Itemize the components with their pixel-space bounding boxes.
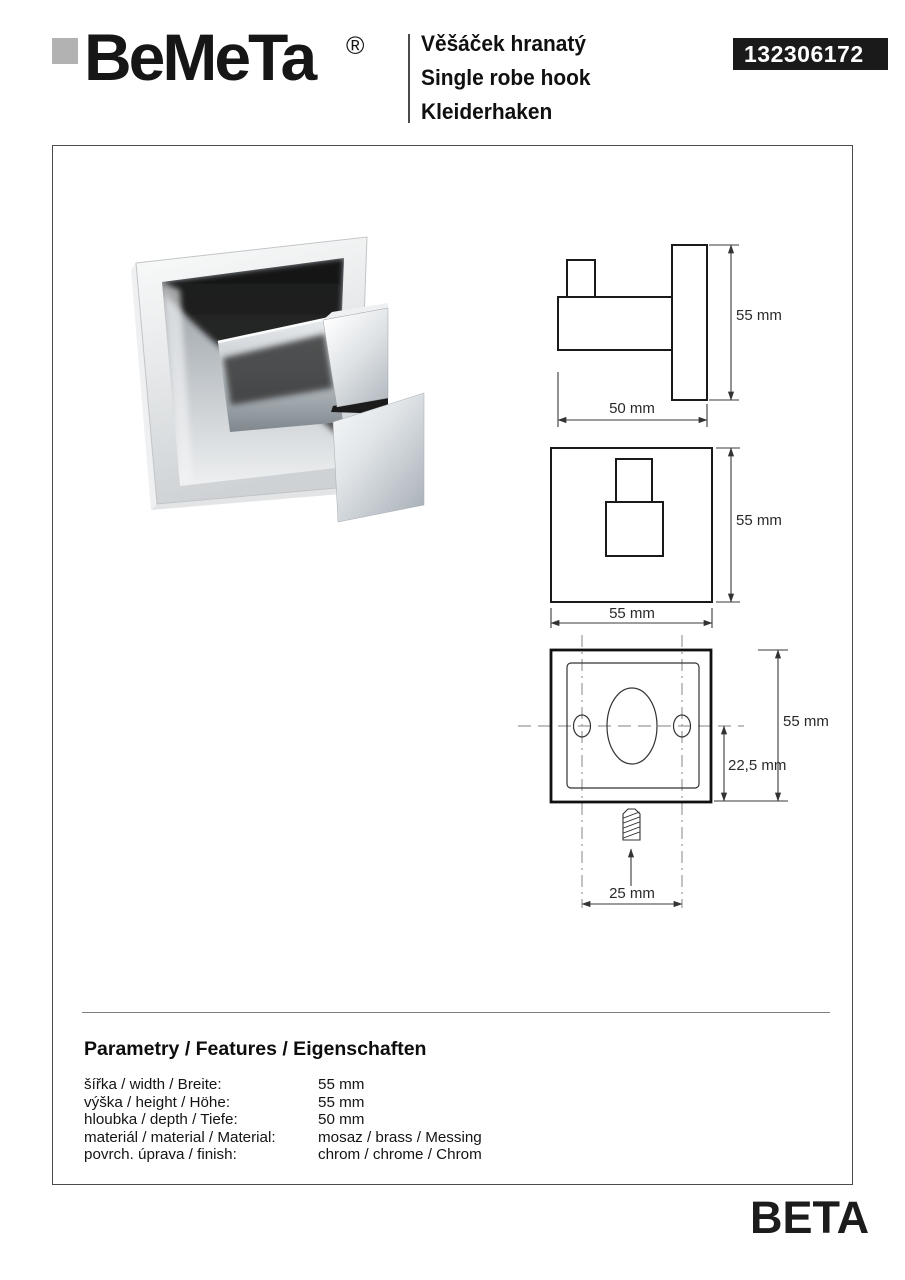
product-code-badge xyxy=(733,38,888,70)
table-row xyxy=(84,1076,644,1094)
table-row xyxy=(84,1111,644,1129)
spec-value-depth: 50 mm xyxy=(318,1111,365,1129)
spec-divider xyxy=(82,1012,830,1013)
product-title-cs: Věšáček hranatý xyxy=(421,31,586,56)
spec-table xyxy=(84,1076,644,1164)
product-photo xyxy=(85,200,475,570)
table-row xyxy=(84,1129,644,1147)
spec-label-finish: povrch. úprava / finish: xyxy=(84,1146,237,1164)
spec-value-finish: chrom / chrome / Chrom xyxy=(318,1146,482,1164)
dim-label-side-height: 55 mm xyxy=(736,307,782,324)
product-code: 132306172 xyxy=(744,41,864,67)
dim-label-back-height: 55 mm xyxy=(783,713,829,730)
dim-label-front-height: 55 mm xyxy=(736,512,782,529)
logo-mark-square-icon xyxy=(52,38,78,64)
spec-label-depth: hloubka / depth / Tiefe: xyxy=(84,1111,238,1129)
spec-label-material: materiál / material / Material: xyxy=(84,1128,276,1146)
drawing-front-view xyxy=(551,448,740,628)
spec-heading: Parametry / Features / Eigenschaften xyxy=(84,1038,427,1060)
product-title-en: Single robe hook xyxy=(421,65,591,90)
spec-label-width: šířka / width / Breite: xyxy=(84,1076,222,1093)
product-title-de: Kleiderhaken xyxy=(421,99,553,124)
spec-value-material: mosaz / brass / Messing xyxy=(318,1128,482,1146)
table-row xyxy=(84,1146,644,1164)
brand-logo: BeMeTa xyxy=(84,20,315,94)
spec-label-height: výška / height / Höhe: xyxy=(84,1093,231,1111)
dim-label-front-width: 55 mm xyxy=(609,605,655,622)
product-title-block xyxy=(421,27,591,129)
dim-label-hole-offset: 22,5 mm xyxy=(728,757,787,774)
spec-value-width: 55 mm xyxy=(318,1076,365,1093)
registered-trademark-icon: ® xyxy=(346,32,365,60)
dim-label-hole-spacing: 25 mm xyxy=(609,885,655,902)
technical-drawings xyxy=(500,230,800,920)
beta-brand-mark: BETA xyxy=(750,1192,870,1243)
spec-value-height: 55 mm xyxy=(318,1093,365,1111)
header-divider xyxy=(408,34,410,123)
table-row xyxy=(84,1094,644,1112)
screw-icon xyxy=(623,809,640,840)
dim-label-side-depth: 50 mm xyxy=(609,400,655,417)
